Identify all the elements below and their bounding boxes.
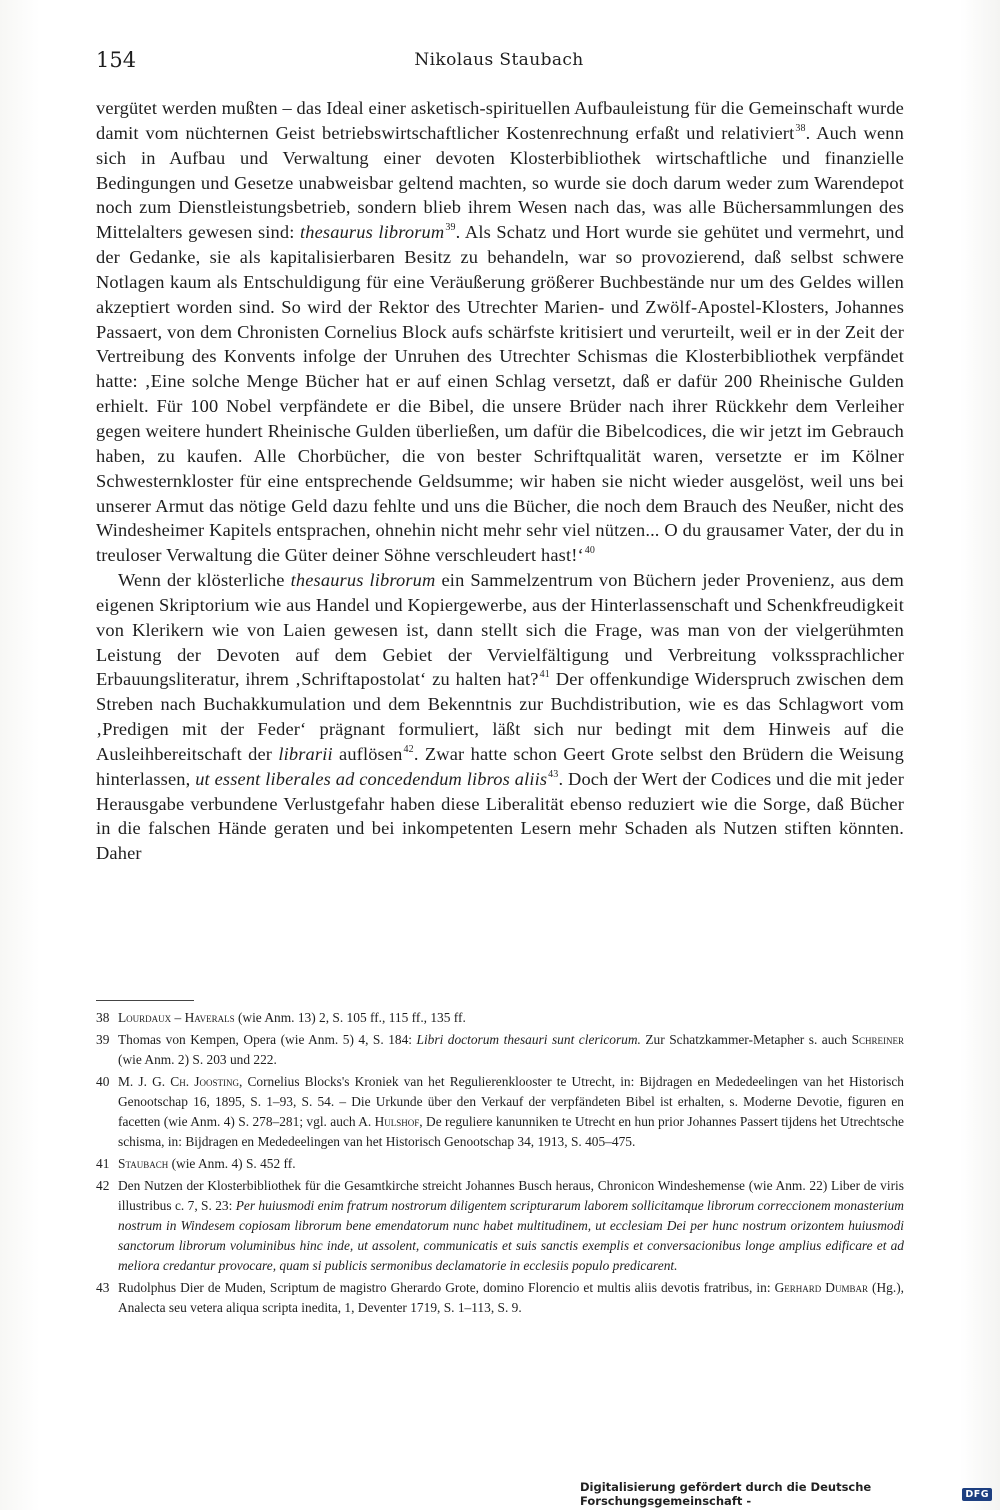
footnote-ref-42[interactable]: 42 bbox=[403, 743, 414, 755]
text-run: (Hg.), Analecta seu vetera aliqua scripta inedita, 1, Deventer 1719, S. 1–113, S. 9. bbox=[118, 1280, 904, 1315]
footnote-39 bbox=[96, 1030, 904, 1070]
text-run: Zur Schatzkammer-Metapher s. auch bbox=[640, 1032, 852, 1047]
author-name: Ch. Joosting bbox=[170, 1074, 239, 1089]
footnote-ref-39[interactable]: 39 bbox=[445, 222, 456, 234]
footnote-number: 41 bbox=[96, 1156, 110, 1171]
footnote-number: 40 bbox=[96, 1074, 110, 1089]
digitization-footer bbox=[580, 1480, 992, 1508]
footnote-number: 38 bbox=[96, 1010, 110, 1025]
footnote-divider bbox=[96, 1000, 194, 1001]
text-run: Den Nutzen der Klosterbibliothek für die Gesamtkirche streicht Johannes Busch heraus, Chronicon Windeshemense (wie Anm. 22) Liber de viris illustribus c. 7, S. 23: bbox=[118, 1178, 904, 1213]
footnotes bbox=[96, 1006, 904, 1318]
text-run: , De reguliere kanunniken te Utrecht en hun prior Johannes Passert tijdens het Utrechtsche schisma, in: Bijdragen en Mededeelingen van het Historisch Genootschap 34, 1913, S. 405–475. bbox=[118, 1114, 904, 1149]
author-name: Hulshof bbox=[374, 1114, 420, 1129]
body-text bbox=[96, 96, 904, 866]
italic-quote: Libri doctorum thesauri sunt clericorum. bbox=[416, 1032, 641, 1047]
text-run: , Cornelius Blocks's Kroniek van het Regulierenklooster te Utrecht, in: Bijdragen en Mededeelingen van het Historisch Genootschap 16, 1895, S. 1–93, S. 54. – Die Urkunde über den Verkauf der verpfändeten Bibel ist erhalten, s. Moderne Devotie, figuren en facetten (wie Anm. 4) S. 278–281; vgl. auch A. bbox=[118, 1074, 904, 1129]
text-run: (wie Anm. 2) S. 203 und 222. bbox=[118, 1052, 277, 1067]
footnote-40 bbox=[96, 1072, 904, 1152]
footnote-41 bbox=[96, 1154, 904, 1174]
page-number: 154 bbox=[96, 48, 137, 72]
author-name: Lourdaux – Haverals bbox=[118, 1010, 235, 1025]
text-run: Wenn der klösterliche bbox=[118, 570, 291, 591]
text-run: . Auch wenn sich in Aufbau und Verwaltung einer devoten Klosterbibliothek wirtschaftliche und finanzielle Bedingungen und Gesetze unabweisbar geltend machten, so wurde sie doch darum weder zum Warendepot noch zum Dienstleistungsbetrieb, sondern blieb ihrem Wesen nach das, was alle Büchersammlungen des Mittelalters gewesen sind: bbox=[96, 122, 904, 243]
italic-term: thesaurus librorum bbox=[290, 570, 436, 591]
dfg-logo[interactable]: DFG bbox=[962, 1488, 992, 1501]
author-name: Staubach bbox=[118, 1156, 169, 1171]
italic-term: librarii bbox=[278, 743, 333, 764]
italic-quote: ut essent liberales ad concedendum libros aliis bbox=[195, 768, 548, 789]
text-run: M. J. G. bbox=[118, 1074, 171, 1089]
text-run: . Als Schatz und Hort wurde sie gehütet und vermehrt, und der Gedanke, sie als kapitalisierbaren Besitz zu behandeln, war so provozierend, daß selbst schwere Notlagen kaum als Entschuldigung für eine Veräußerung größerer Buchbestände nur um des Geldes willen akzeptiert worden sind. So wird der Rektor des Utrechter Marien- und Zwölf-Apostel-Klosters, Johannes Passaert, von dem Chronisten Cornelius Block aufs schärfste kritisiert und verurteilt, weil er in der Zeit der Vertreibung des Konvents infolge der Unruhen des Utrechter Schismas die Klosterbibliothek verpfändet hatte: ‚Eine solche Menge Bücher hat er auf einen Schlag versetzt, daß er dafür 200 Rheinische Gulden erhielt. Für 100 Nobel verpfändete er die Bibel, die unsere Brüder nach ihrer Rückkehr dem Verleiher gegen weitere hundert Rheinische Gulden überließen, um dafür die Bibelcodices, die wir jetzt im Gebrauch haben, zu kaufen. Alle Chorbücher, die von bester Schriftqualität waren, versetzte er im Kölner Schwesternkloster für eine entsprechende Geldsumme; wir haben sie nicht wieder ausgelöst, weil uns bei unserer Armut das nötige Geld dazu fehlte und uns die Bücher, die noch dem Brauch des Neußer, nicht des Windesheimer Kapitels entsprachen, ohnehin nicht mehr sehr viel nützen... O du grausamer Vater, der du in treuloser Verwaltung die Güter deiner Söhne verschleudert hast!‘ bbox=[96, 222, 904, 566]
footnote-ref-40[interactable]: 40 bbox=[584, 545, 596, 557]
italic-quote: Per huiusmodi enim fratrum nostrorum diligentem scripturarum laborem sollicitamque librorum correccionem monasterium nostrum in Windesem copiosam librorum bene emendatorum nunc habet multitudinem, ut ecclesiam Dei per hunc nostrum orizontem huiusmodi sanctorum librorum voluminibus hinc inde, ut assolent, communicatis et suis sanctis exemplis et conversacionibus longe amplius edificare et ad meliora credantur provocare, quam si publicis sermonibus declamatorie in ecclesiis populo predicarent. bbox=[118, 1198, 904, 1273]
footnote-43 bbox=[96, 1278, 904, 1318]
text-run: auflösen bbox=[332, 743, 403, 764]
text-run: Rudolphus Dier de Muden, Scriptum de magistro Gherardo Grote, domino Florencio et multis aliis devotis fratribus, in: bbox=[118, 1280, 775, 1295]
text-run: (wie Anm. 4) S. 452 ff. bbox=[168, 1156, 296, 1171]
footer-text: Digitalisierung gefördert durch die Deutsche Forschungsgemeinschaft - bbox=[580, 1480, 872, 1508]
footnote-ref-43[interactable]: 43 bbox=[548, 768, 559, 780]
footnote-number: 42 bbox=[96, 1178, 110, 1193]
author-name: Gerhard Dumbar bbox=[774, 1280, 868, 1295]
footnote-38 bbox=[96, 1008, 904, 1028]
text-run: . Doch der Wert der Codices und die mit jeder Herausgabe verbundene Verlustgefahr haben diese Liberalität ebenso reduziert wie die Sorge, daß Bücher in die falschen Hände geraten und bei inkompetenten Lesern mehr Schaden als Nutzen stiften könnten. Daher bbox=[96, 768, 904, 864]
footnote-42 bbox=[96, 1176, 904, 1276]
footnote-number: 39 bbox=[96, 1032, 110, 1047]
page-header bbox=[96, 48, 902, 78]
text-run: Thomas von Kempen, Opera (wie Anm. 5) 4, S. 184: bbox=[118, 1032, 417, 1047]
paragraph-1 bbox=[96, 96, 904, 568]
text-run: Der offenkundige Widerspruch zwischen dem Streben nach Buchakkumulation und dem Bekenntnis zur Buchdistribution, wie es das Schlagwort vom ‚Predigen mit der Feder‘ prägnant formuliert, läßt sich nur bedingt mit dem Hinweis auf die Ausleihbereitschaft der bbox=[96, 669, 904, 764]
text-run: ein Sammelzentrum von Büchern jeder Provenienz, aus dem eigenen Skriptorium wie aus Handel und Kopiergewerbe, aus der Hinterlassenschaft und Schenkfreudigkeit von Klerikern wie von Laien gewesen ist, dann stellt sich die Frage, was man von der vielgerühmten Leistung der Devoten auf dem Gebiet der Vervielfältigung und Verbreitung volkssprachlicher Erbauungsliteratur, ihrem ‚Schriftapostolat‘ zu halten hat? bbox=[96, 570, 905, 690]
italic-term: thesaurus librorum bbox=[300, 222, 445, 243]
footnote-ref-38[interactable]: 38 bbox=[795, 122, 806, 134]
author-name: Schreiner bbox=[851, 1032, 905, 1047]
text-run: (wie Anm. 13) 2, S. 105 ff., 115 ff., 135 ff. bbox=[234, 1010, 466, 1025]
text-run: vergütet werden mußten – das Ideal einer asketisch-spirituellen Aufbauleistung für die Gemeinschaft wurde damit vom nüchternen Geist betriebswirtschaftlicher Kostenrechnung erfaßt und relativiert bbox=[96, 98, 904, 143]
footnote-ref-41[interactable]: 41 bbox=[539, 669, 550, 681]
text-run: . Zwar hatte schon Geert Grote selbst den Brüdern die Weisung hinterlassen, bbox=[96, 743, 904, 789]
running-head: Nikolaus Staubach bbox=[414, 50, 584, 70]
paragraph-2 bbox=[96, 568, 904, 866]
footnote-number: 43 bbox=[96, 1280, 110, 1295]
